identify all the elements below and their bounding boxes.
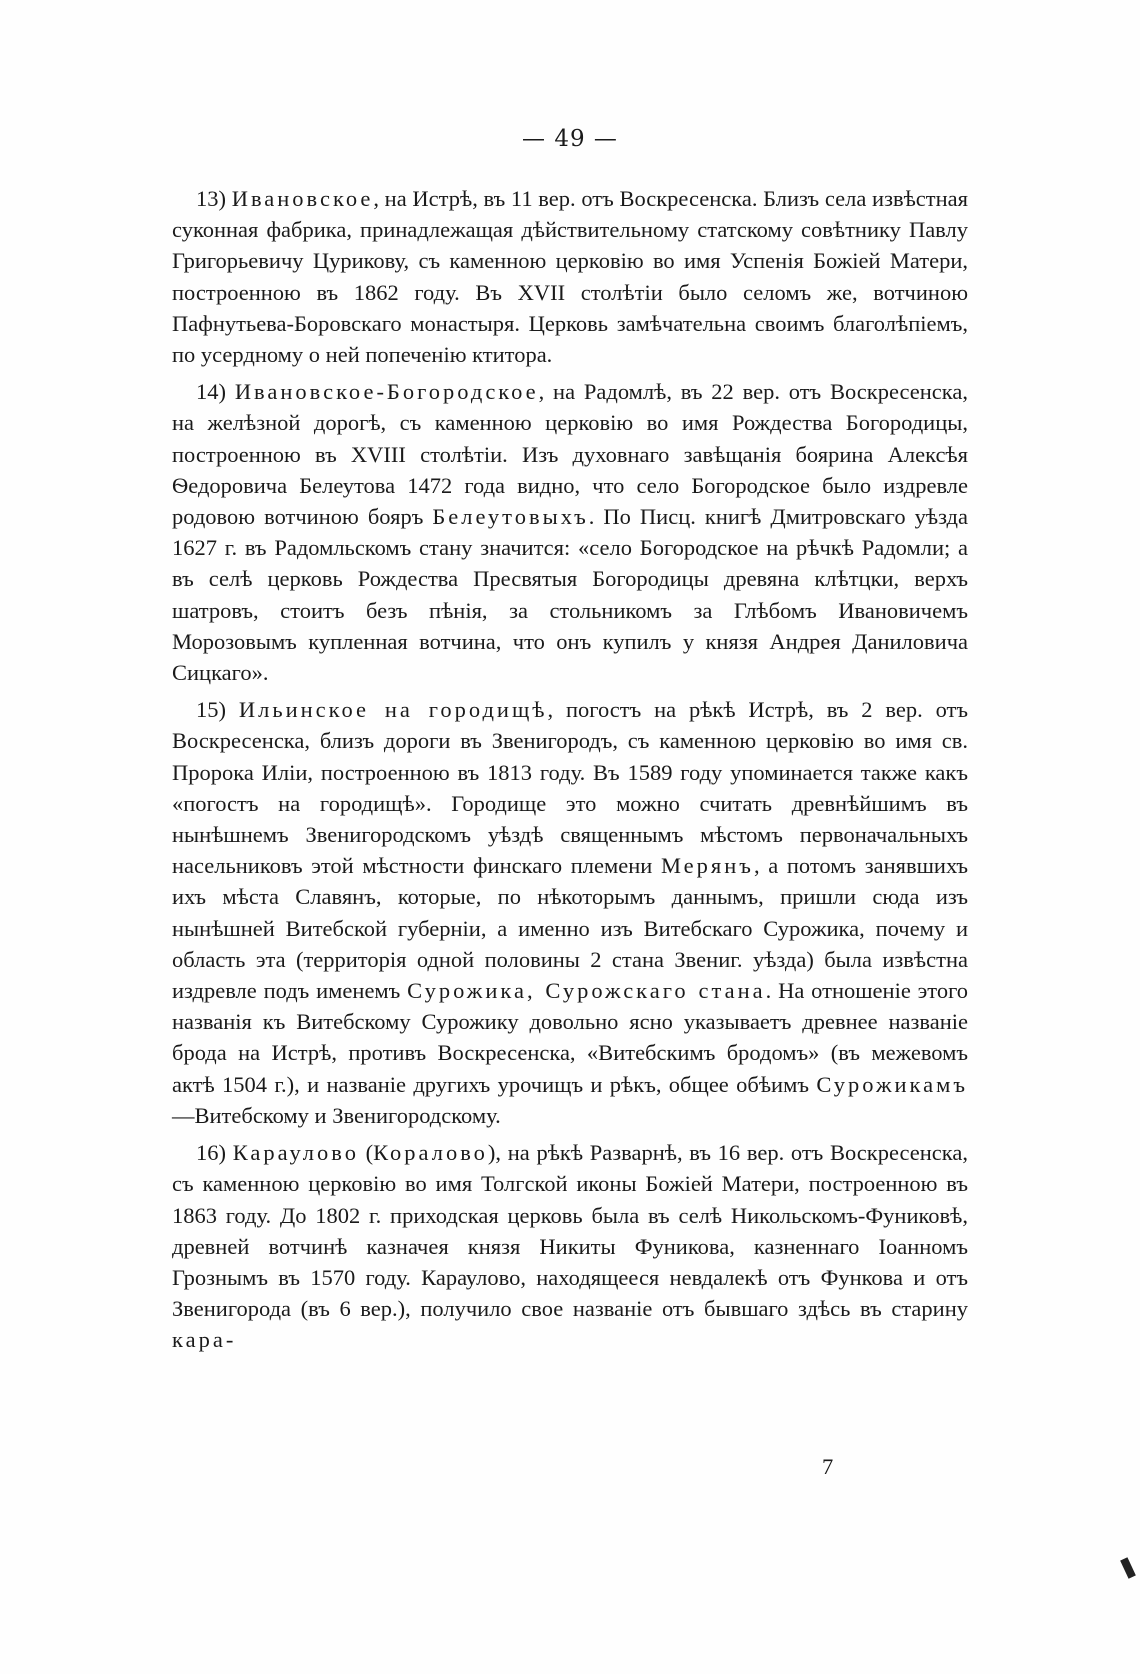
body-text bbox=[172, 183, 968, 1358]
signature-mark: 7 bbox=[822, 1454, 834, 1479]
alt-name: Коралово bbox=[373, 1140, 488, 1166]
place-name: Ивановское bbox=[231, 186, 374, 211]
entry-text: , на Истрѣ, въ 11 вер. отъ Воскресенска. Близъ села извѣстная суконная фабрика, принадлежащая дѣйствительному статскому совѣтнику Павлу Григорьевичу Цурикову, съ каменною церковію во имя Успенія Божіей Матери, построенною въ 1862 году. Въ XVII столѣтіи было селомъ же, вотчиною Пафнутьева-Боровскаго монастыря. Церковь замѣчательна своимъ благолѣпіемъ, по усердному о ней попеченію ктитора. bbox=[172, 186, 968, 368]
entry-15 bbox=[172, 694, 968, 1131]
spaced-name: Сурожикамъ bbox=[816, 1071, 968, 1097]
entry-text: , а потомъ занявшихъ ихъ мѣста Славянъ, которые, по нѣкоторымъ даннымъ, пришли сюда изъ нынѣшней Витебской губерніи, а именно изъ Витебскаго Сурожика, почему и область эта (территорія одной половины 2 стана Звениг. уѣзда) была извѣстна издревле подъ именемъ bbox=[172, 853, 968, 1004]
place-name: Ивановское-Богородское bbox=[234, 379, 539, 405]
entry-text: . На отношеніе этого названія къ Витебскому Сурожику довольно ясно указываетъ древнее названіе брода на Истрѣ, противъ Воскресенска, «Витебскимъ бродомъ» (въ межевомъ актѣ 1504 г.), и названіе другихъ урочищъ и рѣкъ, общее обѣимъ bbox=[172, 978, 969, 1097]
entry-16: 16) Караулово (Коралово), на рѣкѣ Разварнѣ, въ 16 вер. отъ Воскресенска, съ каменною церковію во имя Толгской иконы Божіей Матери, построенною въ 1863 году. До 1802 г. приходская церковь была въ селѣ Никольскомъ-Фуниковѣ, древней вотчинѣ казначея князя Никиты Фуникова, казненнаго Іоанномъ Грознымъ въ 1570 году. Караулово, находящееся невдалекѣ отъ Функова и отъ Звенигорода (въ 6 вер.), получило свое названіе отъ бывшаго здѣсь въ старину кара- bbox=[172, 1140, 968, 1353]
entry-text: , на Радомлѣ, въ 22 вер. отъ Воскресенска, на желѣзной дорогѣ, съ каменною церковію во имя Рождества Богородицы, построенною въ XVIII столѣтіи. Изъ духовнаго завѣщанія боярина Алексѣя Ѳедоровича Белеутова 1472 года видно, что село Богородское было издревле родовою вотчиною бояръ bbox=[172, 379, 968, 530]
entry-number: 16) bbox=[196, 1140, 226, 1166]
spaced-name: Белеутовыхъ bbox=[432, 504, 589, 530]
entry-text: , на рѣкѣ Разварнѣ, въ 16 вер. отъ Воскресенска, съ каменною церковію во имя Толгской иконы Божіей Матери, построенною въ 1863 году. До 1802 г. приходская церковь была въ селѣ Никольскомъ-Фуниковѣ, древней вотчинѣ казначея князя Никиты Фуникова, казненнаго Іоанномъ Грознымъ въ 1570 году. Караулово, находящееся невдалекѣ отъ Функова и отъ Звенигорода (въ 6 вер.), получило свое названіе отъ бывшаго здѣсь въ старину bbox=[172, 1140, 968, 1322]
spaced-name: Мерянъ bbox=[660, 853, 754, 879]
entry-number: 14) bbox=[196, 379, 226, 405]
entry-13 bbox=[172, 183, 968, 370]
spaced-name: Сурожика, Сурожскаго стана bbox=[407, 978, 766, 1004]
scan-edge-mark bbox=[1120, 1557, 1136, 1579]
place-name: Ильинское на городищѣ bbox=[238, 697, 548, 723]
entry-14 bbox=[172, 376, 968, 688]
place-name: Караулово bbox=[232, 1140, 359, 1166]
entry-text: —Витебскому и Звенигородскому. bbox=[172, 1102, 501, 1128]
entry-text: , погостъ на рѣкѣ Истрѣ, въ 2 вер. отъ Воскресенска, близъ дороги въ Звенигородъ, съ каменною церковію во имя св. Пророка Иліи, построенною въ 1813 году. Въ 1589 году упоминается также какъ «погостъ на городищѣ». Городище это можно считать древнѣйшимъ въ нынѣшнемъ Звенигородскомъ уѣздѣ священнымъ мѣстомъ первоначальныхъ насельниковъ этой мѣстности финскаго племени bbox=[172, 697, 969, 879]
entry-number: 13) bbox=[196, 186, 226, 211]
page-number: — 49 — bbox=[522, 126, 618, 152]
spaced-name: кара- bbox=[172, 1327, 237, 1353]
entry-text: . По Писц. книгѣ Дмитровскаго уѣзда 1627 г. въ Радомльскомъ стану значится: «село Богородское на рѣчкѣ Радомли; а въ селѣ церковь Рождества Пресвятыя Богородицы древяна клѣтцки, верхъ шатровъ, стоитъ безъ пѣнія, за стольникомъ за Глѣбомъ Ивановичемъ Морозовымъ купленная вотчина, что онъ купилъ у князя Андрея Даниловича Сицкаго». bbox=[172, 504, 968, 686]
entry-number: 15) bbox=[196, 697, 226, 723]
